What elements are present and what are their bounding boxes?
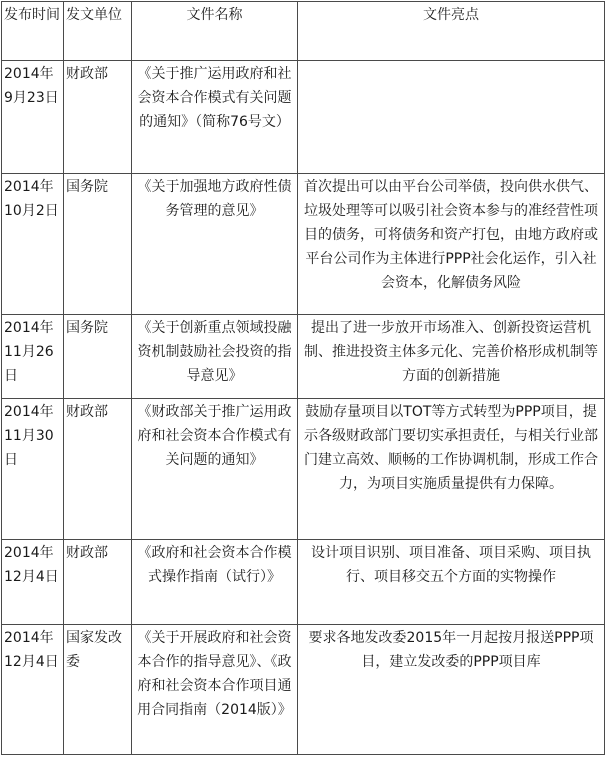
policy-table xyxy=(1,1,605,755)
cell-date: 2014年11月26日 xyxy=(2,315,64,399)
table-row xyxy=(2,174,605,315)
cell-highlight: 要求各地发改委2015年一月起按月报送PPP项目，建立发改委的PPP项目库 xyxy=(298,625,605,755)
cell-document-name: 《政府和社会资本合作模式操作指南（试行）》 xyxy=(132,540,298,625)
cell-unit: 财政部 xyxy=(64,399,132,540)
cell-highlight: 设计项目识别、项目准备、项目采购、项目执行、项目移交五个方面的实物操作 xyxy=(298,540,605,625)
cell-unit: 国家发改委 xyxy=(64,625,132,755)
cell-document-name: 《关于创新重点领域投融资机制鼓励社会投资的指导意见》 xyxy=(132,315,298,399)
table-row xyxy=(2,315,605,399)
cell-date: 2014年11月30日 xyxy=(2,399,64,540)
cell-date: 2014年10月2日 xyxy=(2,174,64,315)
cell-highlight xyxy=(298,61,605,174)
cell-highlight: 提出了进一步放开市场准入、创新投资运营机制、推进投资主体多元化、完善价格形成机制等方面的创新措施 xyxy=(298,315,605,399)
cell-highlight: 鼓励存量项目以TOT等方式转型为PPP项目，提示各级财政部门要切实承担责任，与相关行业部门建立高效、顺畅的工作协调机制，形成工作合力，为项目实施质量提供有力保障。 xyxy=(298,399,605,540)
cell-unit: 财政部 xyxy=(64,61,132,174)
cell-date: 2014年12月4日 xyxy=(2,540,64,625)
header-issuing-unit: 发文单位 xyxy=(64,2,132,61)
table-row xyxy=(2,399,605,540)
cell-unit: 国务院 xyxy=(64,174,132,315)
table-row xyxy=(2,61,605,174)
table-row xyxy=(2,625,605,755)
cell-document-name: 《关于加强地方政府性债务管理的意见》 xyxy=(132,174,298,315)
header-highlights: 文件亮点 xyxy=(298,2,605,61)
cell-document-name: 《关于推广运用政府和社会资本合作模式有关问题的通知》（简称76号文） xyxy=(132,61,298,174)
cell-document-name: 《关于开展政府和社会资本合作的指导意见》、《政府和社会资本合作项目通用合同指南（2014版）》 xyxy=(132,625,298,755)
table-row xyxy=(2,540,605,625)
cell-date: 2014年12月4日 xyxy=(2,625,64,755)
cell-unit: 国务院 xyxy=(64,315,132,399)
header-row xyxy=(2,2,605,61)
cell-highlight: 首次提出可以由平台公司举债，投向供水供气、垃圾处理等可以吸引社会资本参与的准经营性项目的债务，可将债务和资产打包，由地方政府或平台公司作为主体进行PPP社会化运作，引入社会资本，化解债务风险 xyxy=(298,174,605,315)
cell-date: 2014年9月23日 xyxy=(2,61,64,174)
cell-document-name: 《财政部关于推广运用政府和社会资本合作模式有关问题的通知》 xyxy=(132,399,298,540)
header-document-name: 文件名称 xyxy=(132,2,298,61)
cell-unit: 财政部 xyxy=(64,540,132,625)
header-release-date: 发布时间 xyxy=(2,2,64,61)
